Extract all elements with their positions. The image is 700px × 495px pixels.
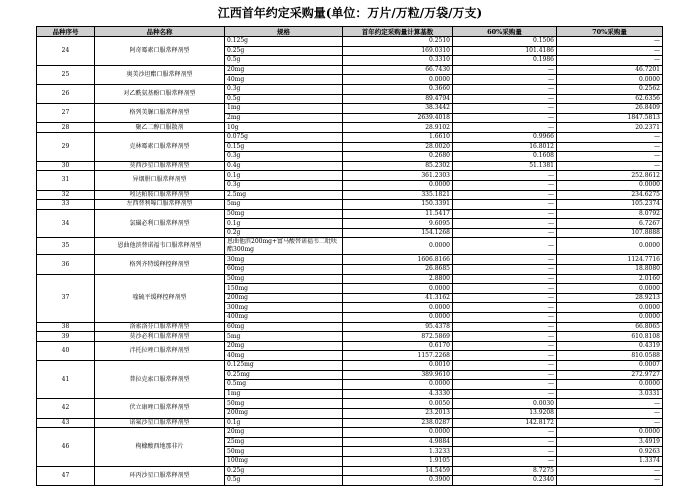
cell-60pct: — [453,447,557,457]
page-title: 江西首年约定采购量(单位：万片/万粒/万袋/万支) [217,6,483,20]
cell-spec: 2.5mg [225,190,343,200]
cell-base: 14.5459 [343,466,453,476]
cell-seq: 27 [37,104,95,123]
cell-base: 38.3442 [343,104,453,114]
cell-70pct: 0.0000 [557,428,663,438]
cell-spec: 0.1g [225,418,343,428]
cell-60pct: — [453,303,557,313]
cell-base: 66.7430 [343,65,453,75]
cell-60pct: — [453,361,557,371]
cell-spec: 0.3g [225,180,343,190]
cell-spec: 0.5g [225,476,343,486]
cell-70pct: 234.6275 [557,190,663,200]
cell-70pct: 252.8612 [557,171,663,181]
cell-70pct: — [557,408,663,418]
cell-70pct: 62.6356 [557,94,663,104]
header-row [37,27,663,37]
cell-drug-name: 莫沙必利口服常释剂型 [95,332,225,342]
cell-seq: 37 [37,274,95,322]
cell-base: 4.3330 [343,389,453,399]
cell-70pct: — [557,476,663,486]
header-base: 首年约定采购量计算基数 [343,27,453,37]
cell-70pct: 0.4319 [557,341,663,351]
cell-70pct: — [557,37,663,47]
cell-drug-name: 阿奇霉素口服常释剂型 [95,37,225,66]
cell-drug-name: 伏立康唑口服常释剂型 [95,399,225,418]
cell-spec: 0.2g [225,228,343,238]
cell-base: 0.0000 [343,180,453,190]
cell-spec: 2mg [225,113,343,123]
cell-60pct: 0.1506 [453,37,557,47]
cell-60pct: 0.9966 [453,132,557,142]
cell-60pct: — [453,437,557,447]
cell-60pct: — [453,293,557,303]
table-row [37,238,663,255]
table-row [37,190,663,200]
cell-drug-name: 氯磺必利口服常释剂型 [95,209,225,238]
table-row [37,466,663,476]
cell-seq: 39 [37,332,95,342]
cell-60pct: — [453,113,557,123]
cell-spec: 200mg [225,408,343,418]
cell-70pct: 20.2371 [557,123,663,133]
cell-60pct: — [453,238,557,255]
cell-base: 0.0000 [343,238,453,255]
cell-70pct: — [557,418,663,428]
cell-spec: 25mg [225,437,343,447]
cell-spec: 0.4g [225,161,343,171]
cell-seq: 47 [37,466,95,485]
cell-spec: 0.3g [225,84,343,94]
cell-60pct: — [453,75,557,85]
table-row [37,428,663,438]
cell-spec: 0.3g [225,152,343,162]
cell-70pct: — [557,399,663,409]
cell-70pct: — [557,161,663,171]
cell-60pct: 51.1381 [453,161,557,171]
cell-base: 2.8800 [343,274,453,284]
cell-drug-name: 恩曲他滨替诺福韦口服常释剂型 [95,238,225,255]
cell-70pct: 3.4919 [557,437,663,447]
cell-70pct: 2.0160 [557,274,663,284]
cell-70pct: 1.3374 [557,456,663,466]
cell-spec: 50mg [225,209,343,219]
cell-60pct: — [453,65,557,75]
cell-70pct: 105.2374 [557,200,663,210]
cell-spec: 60mg [225,265,343,275]
cell-60pct: — [453,284,557,294]
cell-60pct: — [453,200,557,210]
cell-spec: 0.125g [225,37,343,47]
cell-70pct: 28.9213 [557,293,663,303]
cell-60pct: 0.1986 [453,56,557,66]
cell-drug-name: 格列齐特缓释控释剂型 [95,255,225,274]
cell-70pct: 1847.5813 [557,113,663,123]
cell-seq: 41 [37,361,95,399]
cell-drug-name: 格列美脲口服常释剂型 [95,104,225,123]
cell-spec: 0.125mg [225,361,343,371]
cell-drug-name: 克林霉素口服常释剂型 [95,132,225,161]
table-row [37,418,663,428]
cell-seq: 32 [37,190,95,200]
cell-60pct: 16.8012 [453,142,557,152]
table-row [37,104,663,114]
cell-60pct: 13.9208 [453,408,557,418]
cell-60pct: 8.7275 [453,466,557,476]
cell-60pct: — [453,322,557,332]
cell-base: 0.0000 [343,380,453,390]
cell-70pct: 0.0000 [557,313,663,323]
cell-drug-name: 喹硫平缓释控释剂型 [95,274,225,322]
cell-base: 335.1821 [343,190,453,200]
cell-70pct: — [557,56,663,66]
cell-base: 89.4794 [343,94,453,104]
cell-70pct: 0.0000 [557,284,663,294]
table-row [37,209,663,219]
cell-60pct: — [453,428,557,438]
cell-spec: 400mg [225,313,343,323]
cell-70pct: 18.8080 [557,265,663,275]
cell-seq: 30 [37,161,95,171]
cell-drug-name: 对乙酰氨基酚口服常释剂型 [95,84,225,103]
table-row [37,123,663,133]
cell-base: 41.3162 [343,293,453,303]
cell-seq: 40 [37,341,95,360]
cell-base: 85.2302 [343,161,453,171]
cell-base: 1.3233 [343,447,453,457]
cell-60pct: 0.1608 [453,152,557,162]
cell-base: 0.3660 [343,84,453,94]
cell-70pct: 6.7267 [557,219,663,229]
cell-spec: 1mg [225,389,343,399]
cell-base: 11.5417 [343,209,453,219]
table-row [37,84,663,94]
cell-seq: 42 [37,399,95,418]
cell-drug-name: 奥美沙坦酯口服常释剂型 [95,65,225,84]
cell-base: 1.6610 [343,132,453,142]
cell-spec: 1mg [225,104,343,114]
cell-base: 1606.8166 [343,255,453,265]
cell-drug-name: 环丙沙星口服常释剂型 [95,466,225,485]
cell-base: 150.3391 [343,200,453,210]
cell-drug-name: 普拉克索口服常释剂型 [95,361,225,399]
cell-spec: 20mg [225,65,343,75]
cell-drug-name: 聚乙二醇口服散剂 [95,123,225,133]
cell-spec: 0.25mg [225,370,343,380]
cell-base: 0.0010 [343,361,453,371]
cell-seq: 46 [37,428,95,466]
cell-base: 1.9105 [343,456,453,466]
table-row [37,37,663,47]
cell-spec: 150mg [225,284,343,294]
cell-60pct: — [453,380,557,390]
cell-60pct: 101.4186 [453,46,557,56]
cell-60pct: — [453,370,557,380]
cell-60pct: 0.2340 [453,476,557,486]
cell-base: 389.9610 [343,370,453,380]
cell-base: 0.6170 [343,341,453,351]
cell-seq: 43 [37,418,95,428]
cell-seq: 24 [37,37,95,66]
table-row [37,171,663,181]
cell-spec: 100mg [225,456,343,466]
cell-60pct: — [453,255,557,265]
table-row [37,322,663,332]
cell-70pct: 810.0588 [557,351,663,361]
cell-drug-name: 诺氟沙星口服常释剂型 [95,418,225,428]
cell-drug-name: 异烟肼口服常释剂型 [95,171,225,190]
cell-70pct: 0.0000 [557,180,663,190]
cell-drug-name: 洛索洛芬口服常释剂型 [95,322,225,332]
header-name: 品种名称 [95,27,225,37]
cell-60pct: — [453,332,557,342]
cell-base: 0.0000 [343,313,453,323]
cell-60pct: — [453,190,557,200]
cell-base: 0.0000 [343,303,453,313]
header-seq: 品种序号 [37,27,95,37]
cell-base: 0.0000 [343,284,453,294]
cell-60pct: — [453,313,557,323]
cell-drug-name: 吲达帕胺口服常释剂型 [95,190,225,200]
cell-spec: 5mg [225,200,343,210]
cell-60pct: — [453,171,557,181]
cell-70pct: 107.8888 [557,228,663,238]
cell-base: 95.4378 [343,322,453,332]
cell-70pct: 8.0792 [557,209,663,219]
cell-base: 0.2510 [343,37,453,47]
cell-70pct: — [557,46,663,56]
table-row [37,341,663,351]
cell-70pct: 3.0331 [557,389,663,399]
cell-drug-name: 莫西沙星口服常释剂型 [95,161,225,171]
cell-seq: 34 [37,209,95,238]
cell-60pct: — [453,389,557,399]
cell-70pct: — [557,466,663,476]
cell-70pct: 0.0000 [557,303,663,313]
cell-70pct: 0.0000 [557,75,663,85]
cell-spec: 50mg [225,447,343,457]
table-row [37,65,663,75]
cell-base: 169.0310 [343,46,453,56]
cell-base: 238.0287 [343,418,453,428]
cell-base: 361.2303 [343,171,453,181]
table-row [37,132,663,142]
cell-70pct: 66.8065 [557,322,663,332]
table-row [37,274,663,284]
cell-spec: 0.5g [225,94,343,104]
cell-base: 0.0050 [343,399,453,409]
cell-70pct: 46.7201 [557,65,663,75]
cell-base: 0.0000 [343,428,453,438]
cell-base: 2639.4018 [343,113,453,123]
cell-base: 0.2680 [343,152,453,162]
cell-60pct: — [453,456,557,466]
cell-seq: 26 [37,84,95,103]
header-70pct: 70%采购量 [557,27,663,37]
table-row [37,161,663,171]
cell-seq: 36 [37,255,95,274]
table-body [37,37,663,486]
cell-spec: 0.25g [225,46,343,56]
cell-spec: 40mg [225,75,343,85]
cell-60pct: — [453,94,557,104]
cell-base: 28.0020 [343,142,453,152]
cell-base: 4.9884 [343,437,453,447]
procurement-table [36,26,663,486]
cell-spec: 0.15g [225,142,343,152]
cell-70pct: 26.8409 [557,104,663,114]
cell-seq: 29 [37,132,95,161]
cell-base: 872.5869 [343,332,453,342]
cell-70pct: 0.0000 [557,380,663,390]
cell-70pct: 272.9727 [557,370,663,380]
cell-60pct: — [453,209,557,219]
cell-70pct: — [557,142,663,152]
cell-spec: 0.075g [225,132,343,142]
table-row [37,255,663,265]
table-row [37,200,663,210]
cell-spec: 恩曲他滨200mg+富马酸替诺福韦二吡呋酯300mg [225,238,343,255]
cell-60pct: — [453,341,557,351]
cell-spec: 5mg [225,332,343,342]
cell-base: 0.3310 [343,56,453,66]
table-row [37,361,663,371]
cell-spec: 40mg [225,351,343,361]
cell-seq: 35 [37,238,95,255]
cell-70pct: 0.2562 [557,84,663,94]
cell-70pct: 0.0007 [557,361,663,371]
cell-base: 0.0000 [343,75,453,85]
cell-60pct: — [453,219,557,229]
cell-base: 1157.2268 [343,351,453,361]
table-header [37,27,663,37]
cell-70pct: 0.0000 [557,238,663,255]
cell-60pct: — [453,104,557,114]
cell-spec: 50mg [225,274,343,284]
cell-60pct: 0.0030 [453,399,557,409]
cell-spec: 0.1g [225,219,343,229]
cell-70pct: — [557,132,663,142]
cell-base: 9.6095 [343,219,453,229]
cell-seq: 33 [37,200,95,210]
cell-60pct: — [453,228,557,238]
cell-spec: 20mg [225,341,343,351]
cell-spec: 300mg [225,303,343,313]
header-60pct: 60%采购量 [453,27,557,37]
cell-spec: 30mg [225,255,343,265]
cell-base: 154.1268 [343,228,453,238]
cell-spec: 0.5mg [225,380,343,390]
table-row [37,399,663,409]
cell-60pct: — [453,274,557,284]
cell-base: 26.8685 [343,265,453,275]
cell-spec: 20mg [225,428,343,438]
cell-base: 28.9102 [343,123,453,133]
cell-seq: 28 [37,123,95,133]
cell-60pct: — [453,123,557,133]
table-row [37,332,663,342]
cell-spec: 50mg [225,399,343,409]
cell-seq: 38 [37,322,95,332]
cell-spec: 0.25g [225,466,343,476]
cell-seq: 25 [37,65,95,84]
cell-drug-name: 枸橼酸西地那非片 [95,428,225,466]
cell-drug-name: 左西替利嗪口服常释剂型 [95,200,225,210]
cell-60pct: — [453,351,557,361]
header-spec: 规格 [225,27,343,37]
cell-spec: 10g [225,123,343,133]
cell-60pct: 142.8172 [453,418,557,428]
cell-seq: 31 [37,171,95,190]
cell-70pct: — [557,152,663,162]
cell-base: 23.2013 [343,408,453,418]
cell-70pct: 610.8108 [557,332,663,342]
cell-spec: 60mg [225,322,343,332]
cell-60pct: — [453,84,557,94]
cell-drug-name: 泮托拉唑口服常释剂型 [95,341,225,360]
cell-70pct: 1124.7716 [557,255,663,265]
cell-60pct: — [453,180,557,190]
cell-spec: 200mg [225,293,343,303]
cell-spec: 0.1g [225,171,343,181]
cell-base: 0.3900 [343,476,453,486]
cell-60pct: — [453,265,557,275]
cell-70pct: 0.9263 [557,447,663,457]
cell-spec: 0.5g [225,56,343,66]
